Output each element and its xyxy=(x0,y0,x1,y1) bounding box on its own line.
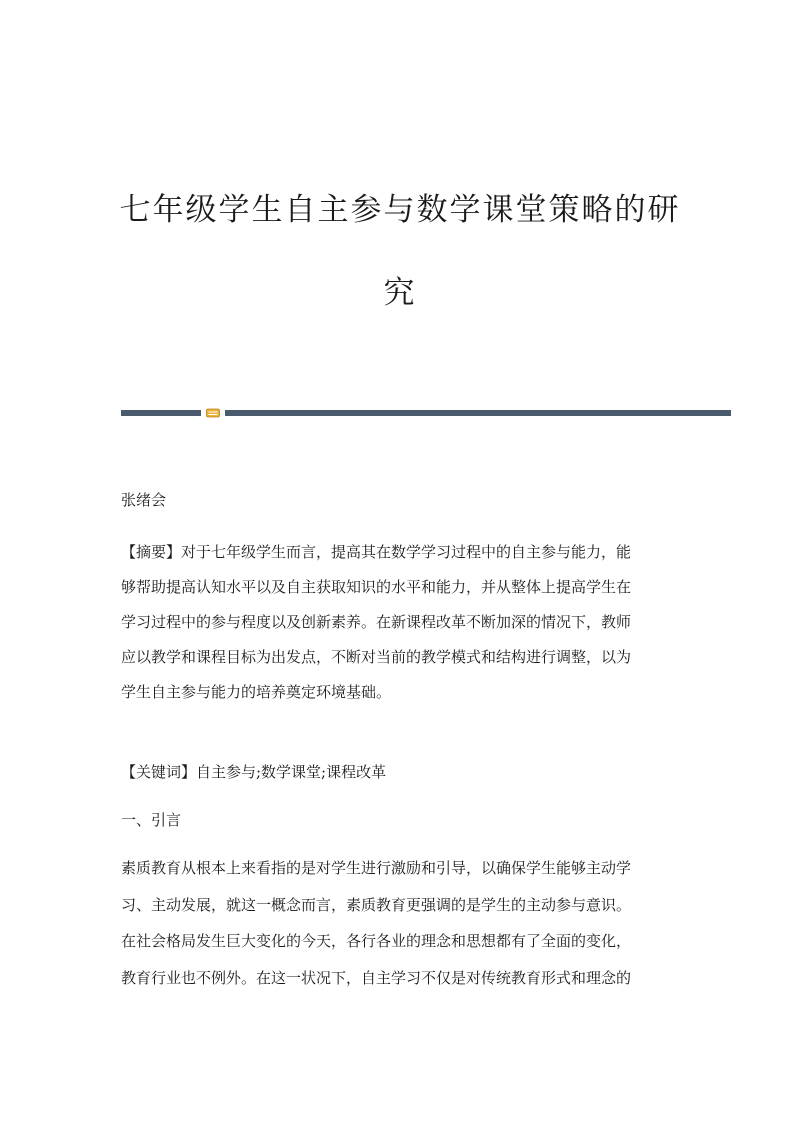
keywords-text: 【关键词】自主参与;数学课堂;课程改革 xyxy=(121,763,387,781)
paragraph-line: 素质教育从根本上来看指的是对学生进行激励和引导，以确保学生能够主动学 xyxy=(121,859,632,877)
paragraph-line: 教育行业也不例外。在这一状况下，自主学习不仅是对传统教育形式和理念的 xyxy=(121,968,632,987)
document-title-line-2: 究 xyxy=(383,275,417,311)
divider-right-segment xyxy=(225,410,731,416)
abstract-block xyxy=(121,535,681,710)
abstract-line: 学习过程中的参与程度以及创新素养。在新课程改革不断加深的情况下，教师 xyxy=(121,613,632,631)
introduction-paragraph xyxy=(121,850,681,996)
abstract-line: 【摘要】对于七年级学生而言，提高其在数学学习过程中的自主参与能力，能 xyxy=(121,543,632,561)
author-name xyxy=(121,483,681,518)
author-text: 张绪会 xyxy=(121,491,167,509)
document-title-line-1: 七年级学生自主参与数学课堂策略的研 xyxy=(119,192,681,228)
abstract-line: 够帮助提高认知水平以及自主获取知识的水平和能力，并从整体上提高学生在 xyxy=(121,578,632,596)
title-divider xyxy=(121,409,731,417)
section-heading-introduction xyxy=(121,803,681,838)
paragraph-line: 习、主动发展，就这一概念而言，素质教育更强调的是学生的主动参与意识。 xyxy=(121,895,632,914)
abstract-line: 学生自主参与能力的培养奠定环境基础。 xyxy=(121,683,392,701)
keywords-block xyxy=(121,755,681,790)
abstract-line: 应以教学和课程目标为出发点，不断对当前的教学模式和结构进行调整，以为 xyxy=(121,648,632,666)
divider-left-segment xyxy=(121,410,201,416)
pencil-emblem-icon xyxy=(206,408,220,418)
section-heading-text: 一、引言 xyxy=(121,811,182,829)
paragraph-line: 在社会格局发生巨大变化的今天，各行各业的理念和思想都有了全面的变化， xyxy=(121,932,632,950)
